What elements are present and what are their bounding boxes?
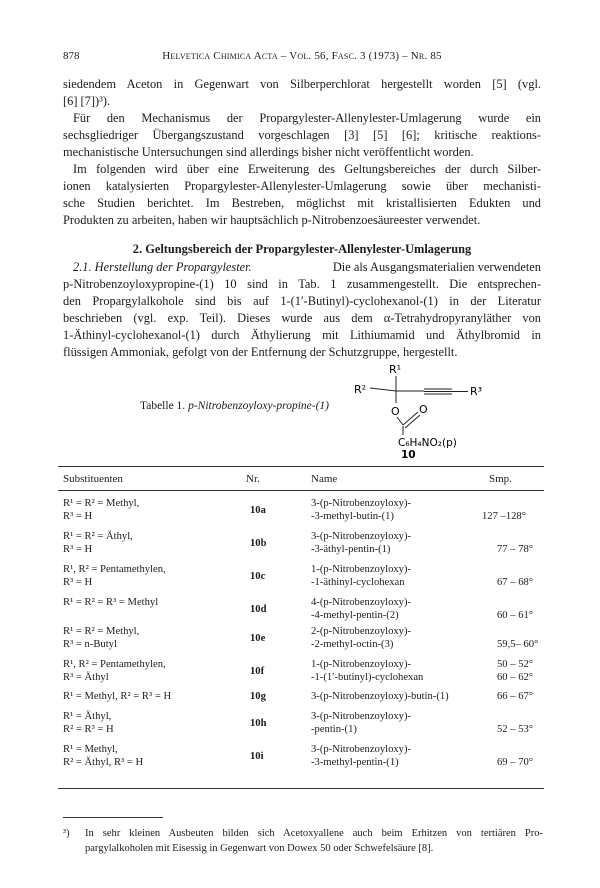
table-cell-substituent: R¹ = R² = Äthyl, [63, 531, 133, 542]
table-cell-smp: 69 – 70° [497, 757, 534, 768]
table-cell-substituent: R¹, R² = Pentamethylen, [63, 564, 166, 575]
table-cell-name: 1-(p-Nitrobenzoyloxy)- [311, 659, 412, 670]
table-cell-nr: 10g [250, 691, 266, 702]
table-cell-name: -3-äthyl-pentin-(1) [311, 544, 391, 555]
body-line: 1-Äthinyl-cyclohexanol-(1) durch Äthylierung mit Lithiumamid und Äthylbromid in [63, 328, 541, 342]
table-cell-smp: 50 – 52° [497, 659, 534, 670]
body-line: flüssigen Ammoniak, gefolgt von der Entfernung der Schutzgruppe, hergestellt. [63, 345, 458, 359]
table-cell-substituent: R¹ = R² = Methyl, [63, 498, 140, 509]
table-cell-substituent: R¹ = R² = Methyl, [63, 626, 140, 637]
table-cell-nr: 10e [250, 633, 266, 644]
body-line-text: Die als Ausgangsmaterialien verwendeten [332, 260, 541, 274]
table-cell-name: 3-(p-Nitrobenzoyloxy)- [311, 498, 412, 509]
table-cell-name: 3-(p-Nitrobenzoyloxy)- [311, 744, 412, 755]
footnote-mark: ³) [63, 828, 70, 839]
body-line: Produkten zu arbeiten, haben wir hauptsächlich p-Nitrobenzoesäureester verwendet. [63, 213, 481, 227]
table-rule-header [58, 490, 544, 491]
table-cell-smp: 127 –128° [482, 511, 526, 522]
structure-compound-number: 10 [401, 449, 416, 460]
table-cell-substituent: R¹, R² = Pentamethylen, [63, 659, 166, 670]
structure-o1: O [391, 405, 400, 418]
table-cell-nr: 10b [250, 538, 267, 549]
table-cell-nr: 10d [250, 604, 267, 615]
table-cell-substituent: R³ = H [63, 577, 93, 588]
body-line: [6] [7])³). [63, 94, 111, 108]
table-cell-substituent: R² = R³ = H [63, 724, 114, 735]
body-line: sechsgliedriger Übergangszustand vorgeschlagen [3] [5] [6]; kritische reaktions- [63, 128, 541, 142]
table-cell-nr: 10h [250, 718, 267, 729]
page-number: 878 [63, 50, 80, 62]
table-cell-smp: 52 – 53° [497, 724, 534, 735]
bond [370, 388, 396, 391]
table-cell-name: -1-äthinyl-cyclohexan [311, 577, 405, 588]
table-cell-substituent: R² = Äthyl, R³ = H [63, 757, 144, 768]
body-line: den Propargylalkohole sind bis auf 1-(1′-Butinyl)-cyclohexanol-(1) in der Literatur [63, 294, 541, 308]
body-line: sche Studien berichtet. Im Bestreben, möglichst mit kristallisierten Edukten und [63, 196, 541, 210]
table-cell-name: -pentin-(1) [311, 724, 357, 735]
column-header-name: Name [311, 473, 338, 485]
table-cell-name: 3-(p-Nitrobenzoyloxy)-butin-(1) [311, 691, 449, 702]
table-cell-substituent: R¹ = Methyl, [63, 744, 118, 755]
table-cell-smp: 60 – 61° [497, 610, 534, 621]
table-cell-nr: 10c [250, 571, 266, 582]
table-cell-nr: 10a [250, 505, 266, 516]
table-cell-substituent: R³ = n-Butyl [63, 639, 117, 650]
subsection-heading: 2.1. Herstellung der Propargylester. [73, 260, 252, 274]
bond [397, 417, 403, 425]
table-cell-substituent: R³ = Äthyl [63, 672, 109, 683]
table-cell-smp: 59,5– 60° [497, 639, 539, 650]
body-line: p-Nitrobenzoyloxypropine-(1) 10 sind in Tab. 1 zusammengestellt. Die entsprechen- [63, 277, 541, 291]
structure-r1: R¹ [389, 363, 402, 376]
table-caption [140, 400, 329, 412]
table-cell-substituent: R¹ = Äthyl, [63, 711, 112, 722]
table-cell-name: -3-methyl-pentin-(1) [311, 757, 399, 768]
table-cell-name: -3-methyl-butin-(1) [311, 511, 394, 522]
body-line [63, 259, 541, 276]
table-cell-smp: 66 – 67° [497, 691, 534, 702]
body-line: Für den Mechanismus der Propargylester-Allenylester-Umlagerung wurde ein [73, 111, 541, 125]
table-cell-substituent: R¹ = R² = R³ = Methyl [63, 597, 159, 608]
table-cell-name: -4-methyl-pentin-(2) [311, 610, 399, 621]
table-cell-substituent: R³ = H [63, 511, 93, 522]
table-cell-name: -1-(1′-butinyl)-cyclohexan [311, 672, 424, 683]
column-header-smp: Smp. [489, 473, 512, 485]
body-line: mechanistische Untersuchungen sind allerdings bisher nicht veröffentlicht worden. [63, 145, 474, 159]
footnote-line: In sehr kleinen Ausbeuten bilden sich Acetoxyallene auch beim Erhitzen von tertiären Pro- [85, 828, 543, 839]
table-cell-name: 4-(p-Nitrobenzoyloxy)- [311, 597, 412, 608]
table-cell-substituent: R³ = H [63, 544, 93, 555]
table-cell-nr: 10i [250, 751, 264, 762]
table-cell-smp: 60 – 62° [497, 672, 534, 683]
table-cell-name: -2-methyl-octin-(3) [311, 639, 394, 650]
footnote-line: pargylalkoholen mit Eisessig in Gegenwart von Dowex 50 oder Schwefelsäure [8]. [85, 843, 434, 854]
table-cell-smp: 67 – 68° [497, 577, 534, 588]
body-line: siedendem Aceton in Gegenwart von Silberperchlorat hergestellt worden [5] (vgl. [63, 77, 541, 91]
body-line: ionen katalysierten Propargylester-Allenylester-Umlagerung sowie über mechanisti- [63, 179, 541, 193]
table-rule-top [58, 466, 544, 467]
table-caption-prefix: Tabelle 1. [140, 400, 186, 412]
table-cell-name: 3-(p-Nitrobenzoyloxy)- [311, 711, 412, 722]
table-cell-name: 1-(p-Nitrobenzoyloxy)- [311, 564, 412, 575]
structure-r3: R³ [470, 385, 483, 398]
structure-formula [340, 355, 510, 460]
footnote [63, 826, 543, 856]
table-cell-name: 3-(p-Nitrobenzoyloxy)- [311, 531, 412, 542]
table-rule-bottom [58, 788, 544, 789]
running-title: Helvetica Chimica Acta – Vol. 56, Fasc. 3 (1973) – Nr. 85 [162, 50, 442, 62]
body-line: Im folgenden wird über eine Erweiterung des Geltungsbereiches der durch Silber- [73, 162, 541, 176]
body-line: beschrieben (vgl. exp. Teil). Dieses wurde aus dem α-Tetrahydropyranyläther von [63, 311, 541, 325]
section-title: 2. Geltungsbereich der Propargylester-Allenylester-Umlagerung [132, 242, 472, 256]
structure-r2: R² [354, 383, 367, 396]
table-cell-smp: 77 – 78° [497, 544, 534, 555]
structure-aryl: C₆H₄NO₂(p) [398, 437, 457, 449]
footnote-rule [63, 817, 163, 818]
column-header-substituents: Substituenten [63, 473, 123, 485]
table-cell-name: 2-(p-Nitrobenzoyloxy)- [311, 626, 412, 637]
table-cell-nr: 10f [250, 666, 265, 677]
structure-o2: O [419, 403, 428, 416]
table-caption-title: p-Nitrobenzoyloxy-propine-(1) [188, 400, 330, 412]
table-cell-substituent: R¹ = Methyl, R² = R³ = H [63, 691, 172, 702]
column-header-nr: Nr. [246, 473, 260, 485]
